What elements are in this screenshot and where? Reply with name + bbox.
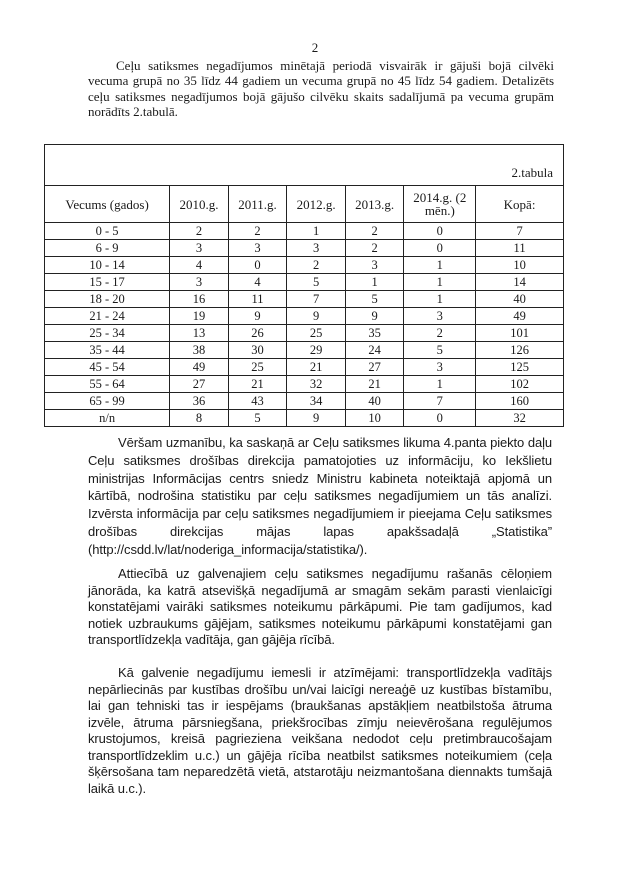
page-number: 2: [311, 40, 319, 55]
table-cell: 38: [170, 342, 229, 359]
table-row: [45, 257, 564, 274]
table-cell-age: 45 - 54: [45, 359, 170, 376]
header-total: Kopā:: [476, 186, 564, 223]
table-cell: 10: [476, 257, 564, 274]
table-cell: 160: [476, 393, 564, 410]
table-cell: 3: [287, 240, 346, 257]
table-cell: 25: [287, 325, 346, 342]
table-row: [45, 410, 564, 427]
table-cell: 49: [170, 359, 229, 376]
table-cell: 29: [287, 342, 346, 359]
table-row: [45, 359, 564, 376]
table-cell: 3: [404, 308, 476, 325]
table-cell: 14: [476, 274, 564, 291]
table-cell: 2: [404, 325, 476, 342]
table-cell: 27: [170, 376, 229, 393]
table-row: [45, 291, 564, 308]
table-cell: 13: [170, 325, 229, 342]
table-cell: 9: [287, 308, 346, 325]
table-cell: 49: [476, 308, 564, 325]
table-row: [45, 342, 564, 359]
age-group-fatalities-table: [44, 144, 564, 427]
table-cell: 4: [228, 274, 287, 291]
table-caption: 2.tabula: [45, 145, 564, 186]
table-cell: 10: [345, 410, 404, 427]
header-2011: 2011.g.: [228, 186, 287, 223]
table-cell: 101: [476, 325, 564, 342]
table-cell-age: 25 - 34: [45, 325, 170, 342]
table-cell: 27: [345, 359, 404, 376]
table-cell: 1: [404, 291, 476, 308]
table-cell: 19: [170, 308, 229, 325]
table-cell: 21: [287, 359, 346, 376]
table-cell: 7: [476, 223, 564, 240]
table-row: [45, 308, 564, 325]
table-cell: 2: [228, 223, 287, 240]
table-cell-age: 6 - 9: [45, 240, 170, 257]
table-cell: 4: [170, 257, 229, 274]
table-cell: 34: [287, 393, 346, 410]
table-cell: 32: [287, 376, 346, 393]
table-row: [45, 223, 564, 240]
table-cell: 35: [345, 325, 404, 342]
table-cell: 1: [404, 274, 476, 291]
table-cell-age: 15 - 17: [45, 274, 170, 291]
table-cell: 8: [170, 410, 229, 427]
table-cell: 3: [345, 257, 404, 274]
table-row: [45, 393, 564, 410]
header-2013: 2013.g.: [345, 186, 404, 223]
table-cell: 30: [228, 342, 287, 359]
causes-paragraph: Attiecībā uz galvenajiem ceļu satiksmes negadījumu rašanās cēloņiem jānorāda, ka katrā atsevišķā negadījumā ar smagām sekām parasti vienlaicīgi konstatējami vairāki satiksmes noteikumu pārkāpumi. Pie tam gadījumos, kad notiek uzbraukums gājējam, satiksmes noteikumu pārkāpumi konstatējami gan transportlīdzekļa vadītāja, gan gājēja rīcībā.: [88, 566, 552, 647]
table-row: [45, 240, 564, 257]
header-2010: 2010.g.: [170, 186, 229, 223]
table-cell: 0: [228, 257, 287, 274]
table-cell: 2: [170, 223, 229, 240]
table-cell: 36: [170, 393, 229, 410]
table-cell: 1: [287, 223, 346, 240]
table-cell: 43: [228, 393, 287, 410]
table-cell: 126: [476, 342, 564, 359]
statistics-paragraph: Vēršam uzmanību, ka saskaņā ar Ceļu satiksmes likuma 4.panta piekto daļu Ceļu satiksmes drošības direkcija pamatojoties uz informāciju, ko Iekšlietu ministrijas Informācijas centrs sniedz Ministru kabineta noteiktajā apjomā un kārtībā, nodrošina statistiku par ceļu satiksmes negadījumiem un tās analīzi. Izvērsta informācija par ceļu satiksmes negadījumiem ir pieejama Ceļu satiksmes drošības direkcijas mājas lapas apakšsadaļā „Statistika” (http://csdd.lv/lat/noderiga_informacija/statistika/).: [88, 435, 552, 557]
table-cell: 21: [228, 376, 287, 393]
table-header-row: [45, 186, 564, 223]
table-cell-age: 55 - 64: [45, 376, 170, 393]
table-cell: 5: [404, 342, 476, 359]
table-cell-age: 35 - 44: [45, 342, 170, 359]
table-cell: 0: [404, 240, 476, 257]
header-2014: 2014.g. (2 mēn.): [404, 186, 476, 223]
table-caption-row: [45, 145, 564, 186]
table-cell: 3: [170, 274, 229, 291]
table-cell: 7: [404, 393, 476, 410]
table-cell: 2: [345, 240, 404, 257]
table-cell: 11: [476, 240, 564, 257]
table-cell: 11: [228, 291, 287, 308]
intro-paragraph: Ceļu satiksmes negadījumos minētajā periodā visvairāk ir gājuši bojā cilvēki vecuma grupā no 35 līdz 44 gadiem un vecuma grupā no 45 līdz 54 gadiem. Detalizēts ceļu satiksmes negadījumos bojā gājušo cilvēku skaits sadalījumā pa vecuma grupām norādīts 2.tabulā.: [88, 58, 554, 119]
table-cell: 5: [228, 410, 287, 427]
table-cell-age: 65 - 99: [45, 393, 170, 410]
table-cell: 3: [404, 359, 476, 376]
table-cell: 9: [287, 410, 346, 427]
header-2012: 2012.g.: [287, 186, 346, 223]
table-cell: 21: [345, 376, 404, 393]
header-age: Vecums (gados): [45, 186, 170, 223]
table-row: [45, 376, 564, 393]
table-row: [45, 274, 564, 291]
table-cell: 0: [404, 410, 476, 427]
table-cell-age: 0 - 5: [45, 223, 170, 240]
table-cell: 102: [476, 376, 564, 393]
table-cell: 9: [228, 308, 287, 325]
table-cell: 26: [228, 325, 287, 342]
table-cell: 2: [287, 257, 346, 274]
table-row: [45, 325, 564, 342]
table-cell-age: n/n: [45, 410, 170, 427]
table-cell-age: 18 - 20: [45, 291, 170, 308]
table-cell: 3: [228, 240, 287, 257]
table-cell-age: 10 - 14: [45, 257, 170, 274]
table-cell: 32: [476, 410, 564, 427]
table-cell: 2: [345, 223, 404, 240]
table-cell: 0: [404, 223, 476, 240]
table-cell: 25: [228, 359, 287, 376]
table-cell: 1: [404, 257, 476, 274]
table-cell: 3: [170, 240, 229, 257]
table-cell: 16: [170, 291, 229, 308]
table-cell: 1: [345, 274, 404, 291]
table-cell: 5: [287, 274, 346, 291]
table-cell-age: 21 - 24: [45, 308, 170, 325]
table-cell: 5: [345, 291, 404, 308]
table-cell: 40: [476, 291, 564, 308]
table-cell: 9: [345, 308, 404, 325]
table-cell: 24: [345, 342, 404, 359]
main-causes-paragraph: Kā galvenie negadījumu iemesli ir atzīmējami: transportlīdzekļa vadītājs nepārliecinās par kustības drošību un/vai laicīgi nereaģē uz kustības bīstamību, lai gan tehniski tas ir iespējams (braukšanas apstākļiem neatbilstoša ātruma izvēle, ātruma pārsniegšana, priekšrocības zīmju neievērošana regulējumos krustojumos, kreisā pagrieziena veikšana nedodot ceļu pretimbraucošajam transportlīdzeklim u.c.) un gājēja rīcība neatbilst satiksmes noteikumiem (ceļa šķērsošana tam neparedzētā vietā, atstarotāju neizmantošana diennakts tumšajā laikā u.c.).: [88, 665, 552, 796]
table-cell: 1: [404, 376, 476, 393]
table-cell: 40: [345, 393, 404, 410]
table-cell: 7: [287, 291, 346, 308]
table-cell: 125: [476, 359, 564, 376]
